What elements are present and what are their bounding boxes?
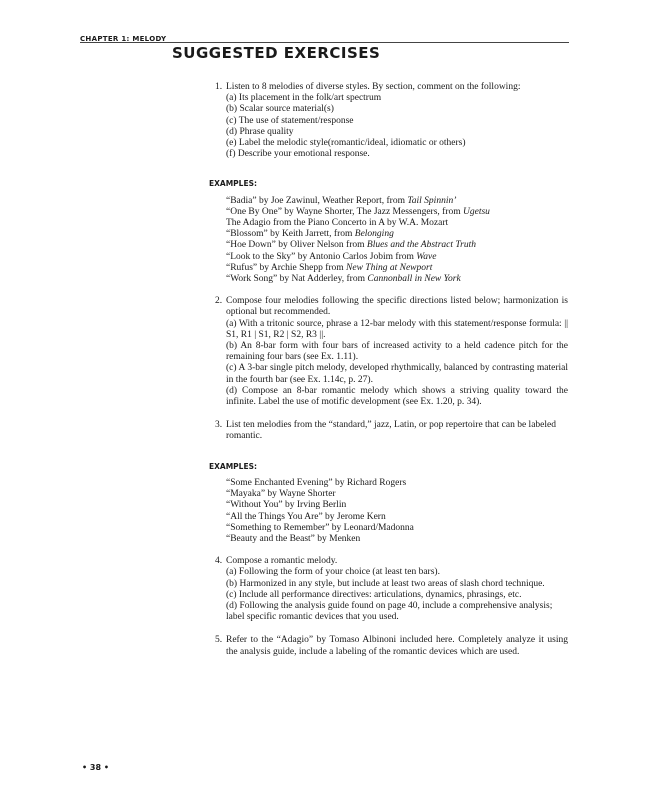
album-title: Ugetsu <box>463 206 490 217</box>
exercise-number: 2. <box>215 296 223 307</box>
running-header <box>80 28 569 43</box>
exercise-1 <box>209 82 568 160</box>
exercise-item: (b) Scalar source material(s) <box>226 104 334 115</box>
exercise-item: (c) A 3-bar single pitch melody, developed rhythmically, balanced by contrasting material in the fourth bar (see Ex. 1.14c, p. 27). <box>226 363 568 385</box>
exercise-item: (a) Following the form of your choice (at least ten bars). <box>226 567 440 578</box>
exercise-intro: Compose four melodies following the specific directions listed below; harmonization is optional but recommended. <box>226 296 568 318</box>
album-title: New Thing at Newport <box>346 262 433 273</box>
example-item: “Work Song” by Nat Adderley, from Cannonball in New York <box>226 274 461 285</box>
page-title: SUGGESTED EXERCISES <box>172 44 381 62</box>
example-item: “Without You” by Irving Berlin <box>226 500 347 511</box>
example-item: “Blossom” by Keith Jarrett, from Belonging <box>226 229 394 240</box>
examples-list-1 <box>209 196 568 286</box>
example-item: “Rufus” by Archie Shepp from New Thing at Newport <box>226 262 433 273</box>
exercise-item: (b) Harmonized in any style, but include at least two areas of slash chord technique. <box>226 578 545 589</box>
exercise-item: (d) Phrase quality <box>226 126 294 137</box>
exercise-intro: Compose a romantic melody. <box>226 556 338 567</box>
example-item: “Something to Remember” by Leonard/Madonna <box>226 522 414 533</box>
exercise-number: 1. <box>215 82 223 92</box>
exercise-item: (a) With a tritonic source, phrase a 12-bar melody with this statement/response formula: || S1, R1 | S1, R2 | S2, R3 ||. <box>226 318 568 340</box>
exercise-item: (d) Following the analysis guide found on page 40, include a comprehensive analysis; label specific romantic devices that you used. <box>226 600 553 623</box>
example-item: “Badia” by Joe Zawinul, Weather Report, from Tail Spinnin’ <box>226 195 457 206</box>
album-title: Wave <box>416 251 437 262</box>
example-item: “Hoe Down” by Oliver Nelson from Blues and the Abstract Truth <box>226 240 476 251</box>
exercise-intro: Refer to the “Adagio” by Tomaso Albinoni included here. Completely analyze it using the analysis guide, include a labeling of the romantic devices which are used. <box>226 635 568 657</box>
album-title: Blues and the Abstract Truth <box>366 240 476 251</box>
examples-heading: EXAMPLES: <box>209 461 257 471</box>
example-item: “Mayaka” by Wayne Shorter <box>226 489 336 500</box>
exercise-item: (d) Compose an 8-bar romantic melody which shows a striving quality toward the infinite. Label the use of motific development (see Ex. 1.20, p. 34). <box>226 385 568 408</box>
exercise-item: (e) Label the melodic style(romantic/ideal, idiomatic or others) <box>226 138 466 149</box>
exercise-item: (c) Include all performance directives: articulations, dynamics, phrasings, etc. <box>226 589 522 600</box>
album-title: Belonging <box>354 229 394 240</box>
examples-heading: EXAMPLES: <box>209 179 257 189</box>
chapter-label: CHAPTER 1: MELODY <box>80 35 167 43</box>
example-item: “Some Enchanted Evening” by Richard Rogers <box>226 477 407 488</box>
page-number: • 38 • <box>82 763 109 772</box>
exercise-item: (f) Describe your emotional response. <box>226 149 370 160</box>
exercise-item: (c) The use of statement/response <box>226 115 354 126</box>
exercise-5 <box>209 635 568 657</box>
exercise-intro: Listen to 8 melodies of diverse styles. By section, comment on the following: <box>226 82 521 92</box>
album-title: Tail Spinnin’ <box>407 195 457 206</box>
exercises-body <box>209 82 568 658</box>
exercise-number: 5. <box>215 635 223 646</box>
exercise-item: (a) Its placement in the folk/art spectrum <box>226 93 382 104</box>
examples-list-2 <box>209 478 568 545</box>
example-item: The Adagio from the Piano Concerto in A by W.A. Mozart <box>226 218 449 229</box>
example-item: “Beauty and the Beast” by Menken <box>226 533 361 544</box>
exercise-intro: List ten melodies from the “standard,” jazz, Latin, or pop repertoire that can be labeled romantic. <box>226 420 556 442</box>
example-item: “All the Things You Are” by Jerome Kern <box>226 511 386 522</box>
exercise-4 <box>209 556 568 623</box>
album-title: Cannonball in New York <box>367 274 461 285</box>
example-item: “One By One” by Wayne Shorter, The Jazz Messengers, from Ugetsu <box>226 206 490 217</box>
exercise-number: 4. <box>215 556 223 567</box>
exercise-3 <box>209 420 568 442</box>
exercise-2 <box>209 296 568 408</box>
example-item: “Look to the Sky” by Antonio Carlos Jobim from Wave <box>226 251 437 262</box>
exercise-item: (b) An 8-bar form with four bars of increased activity to a held cadence pitch for the remaining four bars (see Ex. 1.11). <box>226 341 568 363</box>
exercise-number: 3. <box>215 420 223 431</box>
